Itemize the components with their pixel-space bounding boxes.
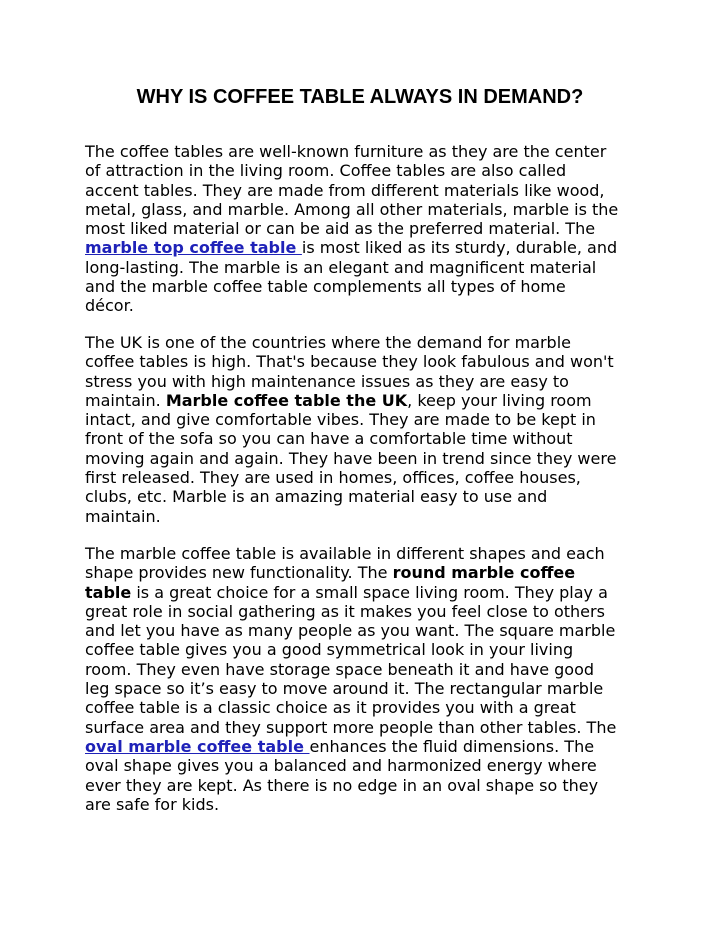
paragraph-1 — [85, 142, 645, 316]
text-fragment: enhances the fluid dimensions. The — [309, 736, 595, 756]
text-line — [85, 391, 645, 410]
text-line: coffee tables is high. That's because they look fabulous and won't — [85, 352, 614, 372]
text-line — [85, 583, 645, 602]
text-fragment: is most liked as its sturdy, durable, and — [301, 238, 618, 258]
text-line: The UK is one of the countries where the demand for marble — [85, 333, 571, 352]
text-line: long-lasting. The marble is an elegant and magnificent material — [85, 257, 597, 277]
text-line: room. They even have storage space beneath it and have good — [85, 659, 595, 679]
text-fragment: is a great choice for a small space living room. They play a — [131, 582, 608, 602]
text-line: front of the sofa so you can have a comfortable time without — [85, 429, 573, 449]
text-line: and let you have as many people as you want. The square marble — [85, 621, 616, 641]
text-line — [85, 737, 645, 756]
page-title: WHY IS COFFEE TABLE ALWAYS IN DEMAND? — [136, 86, 584, 108]
text-line: first released. They are used in homes, offices, coffee houses, — [85, 468, 581, 488]
text-line: décor. — [85, 296, 134, 316]
text-fragment: maintain. — [85, 390, 166, 410]
marble-top-coffee-table-link[interactable]: marble top coffee table — [85, 238, 302, 258]
text-line: moving again and again. They have been in trend since they were — [85, 448, 617, 468]
text-line: intact, and give comfortable vibes. They are made to be kept in — [85, 410, 596, 430]
text-line: ever they are kept. As there is no edge in an oval shape so they — [85, 775, 599, 795]
text-line: maintain. — [85, 506, 161, 526]
text-fragment: , keep your living room — [407, 390, 592, 410]
text-line — [85, 563, 645, 582]
oval-marble-coffee-table-link[interactable]: oval marble coffee table — [85, 736, 310, 756]
paragraph-2 — [85, 333, 645, 526]
text-line: The coffee tables are well-known furniture as they are the center — [85, 142, 607, 161]
bold-phrase-marble-coffee-table-uk: Marble coffee table the UK — [165, 390, 408, 410]
text-line: leg space so it’s easy to move around it. The rectangular marble — [85, 679, 604, 699]
text-line: most liked material or can be aid as the preferred material. The — [85, 219, 596, 239]
text-line: oval shape gives you a balanced and harmonized energy where — [85, 756, 597, 776]
text-line: The marble coffee table is available in different shapes and each — [85, 544, 605, 563]
text-line: are safe for kids. — [85, 794, 220, 814]
text-line: stress you with high maintenance issues as they are easy to — [85, 371, 569, 391]
text-line: coffee table gives you a good symmetrical look in your living — [85, 640, 574, 660]
text-line: coffee table is a classic choice as it provides you with a great — [85, 698, 576, 718]
text-line: and the marble coffee table complements all types of home — [85, 277, 566, 297]
text-line: accent tables. They are made from different materials like wood, — [85, 180, 605, 200]
text-line: surface area and they support more people than other tables. The — [85, 717, 617, 737]
text-fragment: shape provides new functionality. The — [85, 563, 393, 583]
bold-phrase-table: table — [85, 582, 132, 602]
text-line — [85, 238, 645, 257]
text-line: metal, glass, and marble. Among all other materials, marble is the — [85, 199, 619, 219]
text-line: great role in social gathering as it makes you feel close to others — [85, 601, 605, 621]
bold-phrase-round-marble-coffee: round marble coffee — [392, 563, 576, 583]
text-line: of attraction in the living room. Coffee tables are also called — [85, 161, 567, 181]
paragraph-3 — [85, 544, 645, 814]
text-line: clubs, etc. Marble is an amazing material easy to use and — [85, 487, 548, 507]
